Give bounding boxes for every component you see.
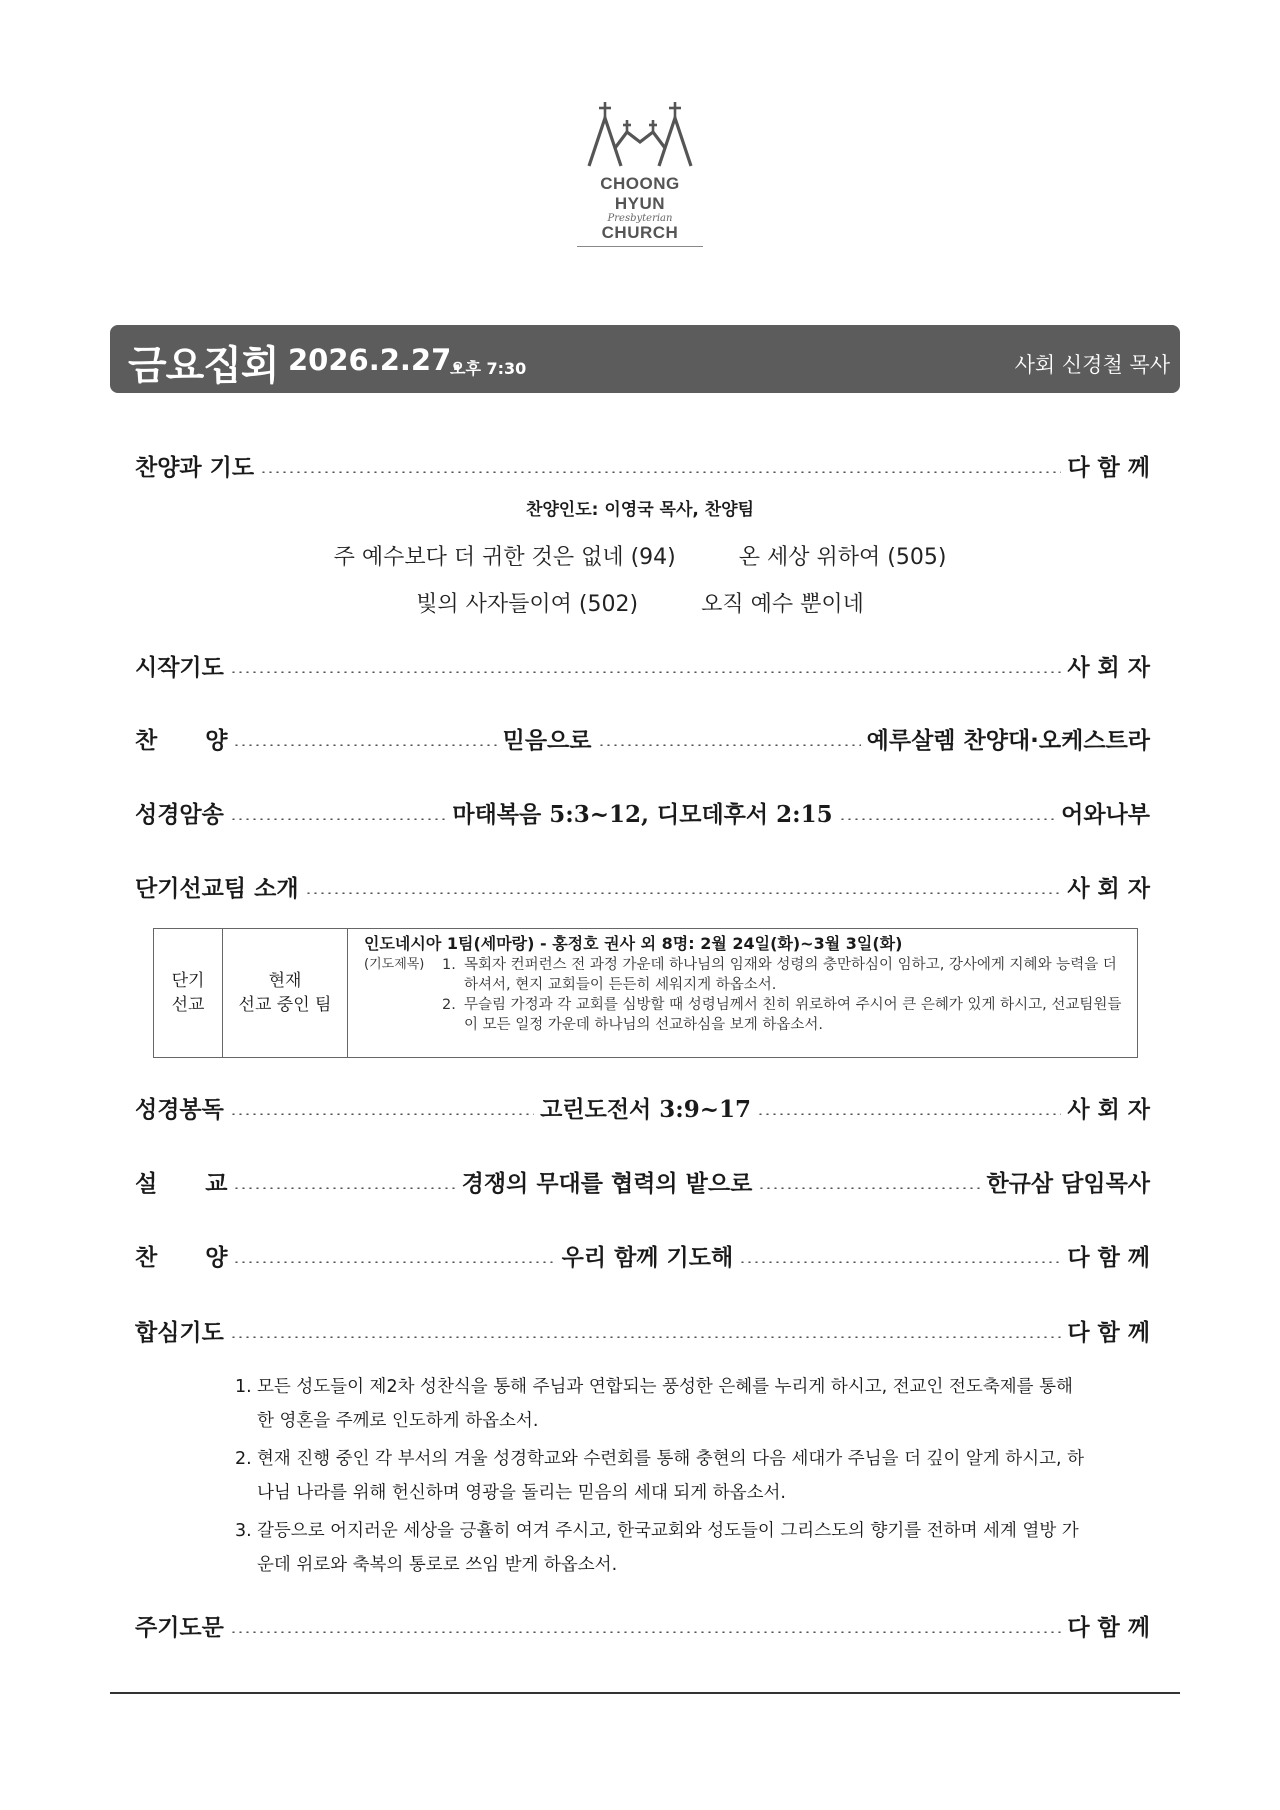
order-title: 마태복음 5:3~12, 디모데후서 2:15: [452, 800, 833, 828]
leader-dots: [260, 471, 1061, 473]
order-label: 합심기도: [135, 1319, 224, 1346]
leader-dots: [757, 1113, 1061, 1115]
leader-dots: [739, 1261, 1061, 1263]
leader-dots: [305, 892, 1062, 894]
service-header: [110, 325, 1180, 393]
order-label: 주기도문: [135, 1614, 224, 1641]
order-label: 찬 양: [135, 1244, 228, 1271]
order-performer: 사 회 자: [1067, 1096, 1151, 1123]
order-performer: 사 회 자: [1067, 654, 1150, 681]
order-performer: 다 함 께: [1067, 454, 1150, 481]
order-label: 시작기도: [135, 654, 224, 681]
order-row-scripture-recitation: [135, 792, 1150, 832]
hymn-line-1: [0, 540, 1280, 571]
order-performer: 다 함 께: [1067, 1319, 1150, 1346]
prayer-text: 갈등으로 어지러운 세상을 긍휼히 여겨 주시고, 한국교회와 성도들이 그리스도의 향기를 전하며 세계 열방 가운데 위로와 축복의 통로로 쓰임 받게 하옵소서.: [257, 1521, 1079, 1575]
service-date: 2026.2.27.: [288, 343, 463, 377]
prayer-number: 3.: [235, 1521, 252, 1541]
mission-category: [154, 929, 223, 1058]
order-row-choir: [135, 718, 1150, 758]
order-row-sermon: [135, 1161, 1150, 1201]
mission-prayer-item: [364, 955, 1125, 995]
order-label: 성경봉독: [135, 1096, 224, 1123]
leader-dots: [230, 818, 446, 820]
sermon-title: 경쟁의 무대를 협력의 밭으로: [461, 1170, 753, 1197]
mission-prayer-item: [364, 995, 1125, 1035]
hymn-title: 온 세상 위하여 (505): [738, 545, 947, 570]
logo-subtitle: Presbyterian: [607, 213, 673, 224]
order-performer: 다 함 께: [1067, 1614, 1150, 1641]
mission-category-line: 단기: [171, 971, 205, 991]
logo-church: CHURCH: [601, 223, 679, 242]
order-label: 설 교: [135, 1170, 228, 1197]
order-label: 성경암송: [135, 801, 224, 828]
order-row-scripture-reading: [135, 1087, 1150, 1127]
leader-dots: [230, 1336, 1061, 1338]
leader-dots: [230, 671, 1061, 673]
leader-dots: [598, 744, 861, 746]
prayer-topic-tag: (기도제목): [364, 957, 425, 972]
logo-name: CHOONG HYUN: [600, 174, 680, 213]
order-performer: 사 회 자: [1067, 875, 1150, 902]
bottom-divider: [110, 1692, 1180, 1694]
church-logo: [575, 100, 705, 242]
order-label: 찬 양: [135, 727, 228, 754]
service-leader: 사회 신경철 목사: [1014, 353, 1170, 377]
mission-item-number: 2.: [442, 997, 456, 1013]
order-row-praise-prayer: [135, 445, 1150, 485]
leader-dots: [758, 1187, 980, 1189]
order-performer: 어와나부: [1061, 801, 1150, 828]
order-title: 우리 함께 기도해: [561, 1244, 734, 1271]
prayer-item: [235, 1442, 1085, 1510]
mission-item-number: 1.: [442, 957, 456, 973]
leader-dots: [230, 1113, 534, 1115]
hymn-title: 주 예수보다 더 귀한 것은 없네 (94): [333, 545, 676, 570]
prayer-topic-tag-spacer: [364, 995, 442, 1035]
order-row-united-prayer: [135, 1310, 1150, 1350]
leader-dots: [233, 744, 496, 746]
mission-category-line: 선교: [171, 995, 205, 1015]
order-row-mission-intro: [135, 866, 1150, 906]
prayer-number: 1.: [235, 1377, 252, 1397]
hymn-line-2: [0, 587, 1280, 618]
mission-item-text: 무슬림 가정과 각 교회를 심방할 때 성령님께서 친히 위로하여 주시어 큰 은혜가 있게 하시고, 선교팀원들이 모든 일정 가운데 하나님의 선교하심을 보게 하옵소서.: [464, 997, 1122, 1033]
order-row-hymn: [135, 1235, 1150, 1275]
mission-status-line: 현재: [268, 971, 302, 991]
order-title: 믿음으로: [502, 727, 592, 754]
order-title: 고린도전서 3:9~17: [540, 1095, 752, 1123]
leader-dots: [233, 1187, 455, 1189]
order-label: 단기선교팀 소개: [135, 875, 299, 902]
mission-item-text: 목회자 컨퍼런스 전 과정 가운데 하나님의 임재와 성령의 충만하심이 임하고, 강사에게 지혜와 능력을 더하셔서, 현지 교회들이 든든히 세워지게 하옵소서.: [464, 957, 1117, 993]
leader-dots: [839, 818, 1055, 820]
mission-team-header: 인도네시아 1팀(세마랑) - 홍정호 권사 외 8명: 2월 24일(화)~3월 3일(화): [364, 934, 903, 953]
mission-details: [348, 929, 1138, 1058]
order-row-lords-prayer: [135, 1605, 1150, 1645]
order-performer: 예루살렘 찬양대·오케스트라: [866, 727, 1151, 754]
mission-table: [153, 928, 1138, 1058]
order-performer: 다 함 께: [1067, 1244, 1151, 1271]
leader-dots: [233, 1261, 555, 1263]
logo-underline: [577, 246, 703, 247]
church-spires-icon: [585, 100, 695, 170]
order-label: 찬양과 기도: [135, 454, 255, 481]
praise-leader: 찬양인도: 이영국 목사, 찬양팀: [525, 500, 755, 520]
prayer-item: [235, 1514, 1085, 1582]
prayer-text: 모든 성도들이 제2차 성찬식을 통해 주님과 연합되는 풍성한 은혜를 누리게 하시고, 전교인 전도축제를 통해 한 영혼을 주께로 인도하게 하옵소서.: [257, 1377, 1073, 1431]
order-row-opening-prayer: [135, 645, 1150, 685]
prayer-list: [235, 1370, 1085, 1586]
order-performer: 한규삼 담임목사: [986, 1170, 1151, 1197]
hymn-title: 오직 예수 뿐이네: [701, 592, 864, 617]
service-title: 금요집회: [128, 343, 279, 389]
leader-dots: [230, 1631, 1061, 1633]
prayer-number: 2.: [235, 1449, 252, 1469]
service-time: 오후 7:30: [450, 359, 527, 378]
prayer-item: [235, 1370, 1085, 1438]
mission-status-line: 선교 중인 팀: [238, 995, 332, 1015]
prayer-text: 현재 진행 중인 각 부서의 겨울 성경학교와 수련회를 통해 충현의 다음 세대가 주님을 더 깊이 알게 하시고, 하나님 나라를 위해 헌신하며 영광을 돌리는 믿음의 세대 되게 하옵소서.: [257, 1449, 1085, 1503]
mission-status: [223, 929, 348, 1058]
hymn-title: 빛의 사자들이여 (502): [416, 592, 639, 617]
